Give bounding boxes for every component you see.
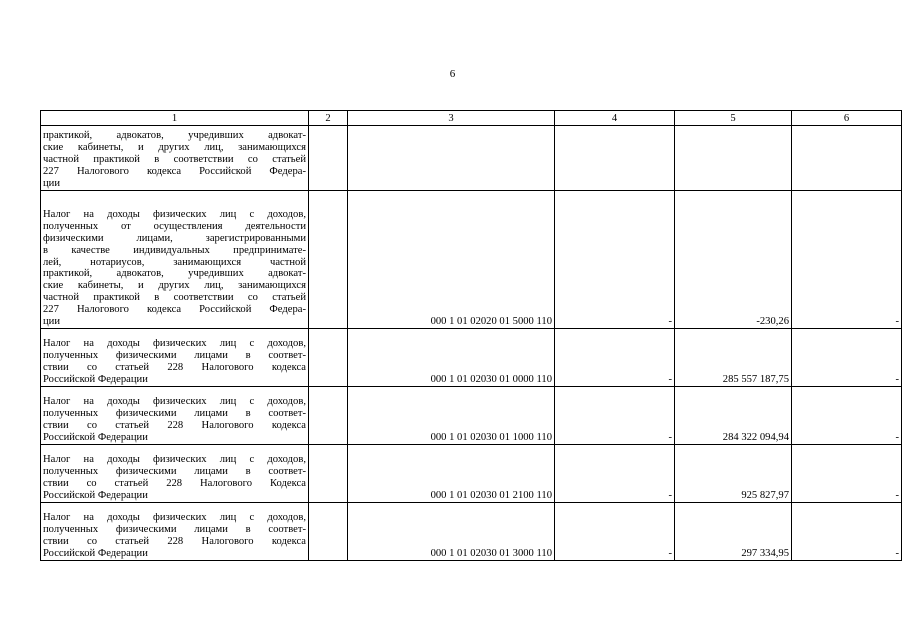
- cell-col-4: -: [555, 503, 675, 561]
- table-body: [41, 126, 902, 561]
- cell-description: [41, 329, 309, 387]
- cell-col-4: -: [555, 329, 675, 387]
- cell-amount: 925 827,97: [675, 445, 792, 503]
- description-line: лей, нотариусов, занимающихся частной: [43, 256, 306, 268]
- header-col-3: 3: [348, 111, 555, 126]
- header-row: [41, 111, 902, 126]
- description-line: ские кабинеты, и других лиц, занимающихся: [43, 142, 306, 154]
- description-line: ствии со статьей 228 Налогового кодекса: [43, 420, 306, 432]
- description-line: полученных физическими лицами в соответ-: [43, 524, 306, 536]
- cell-col-6: -: [792, 445, 902, 503]
- cell-description: [41, 191, 309, 329]
- description-line: 227 Налогового кодекса Российской Федера-: [43, 304, 306, 316]
- description-line: ции: [43, 316, 61, 328]
- cell-col-2: [309, 387, 348, 445]
- description-line: ские кабинеты, и других лиц, занимающихся: [43, 280, 306, 292]
- cell-description: [41, 503, 309, 561]
- cell-budget-code: 000 1 01 02030 01 1000 110: [348, 387, 555, 445]
- cell-budget-code: 000 1 01 02030 01 3000 110: [348, 503, 555, 561]
- cell-col-6: [792, 126, 902, 191]
- description-line: ствии со статьей 228 Налогового Кодекса: [43, 478, 306, 490]
- cell-col-4: -: [555, 387, 675, 445]
- cell-col-6: -: [792, 191, 902, 329]
- cell-amount: [675, 126, 792, 191]
- table-header: [41, 111, 902, 126]
- report-table: [40, 110, 902, 561]
- description-line: Российской Федерации: [43, 548, 148, 560]
- cell-col-6: -: [792, 329, 902, 387]
- cell-budget-code: 000 1 01 02020 01 5000 110: [348, 191, 555, 329]
- cell-description: [41, 387, 309, 445]
- description-line: ствии со статьей 228 Налогового кодекса: [43, 536, 306, 548]
- header-col-5: 5: [675, 111, 792, 126]
- cell-amount: 297 334,95: [675, 503, 792, 561]
- description-line: Налог на доходы физических лиц с доходов,: [43, 512, 306, 524]
- cell-budget-code: 000 1 01 02030 01 2100 110: [348, 445, 555, 503]
- table-row: [41, 329, 902, 387]
- description-line: Российской Федерации: [43, 432, 148, 444]
- description-line: Российской Федерации: [43, 374, 148, 386]
- header-col-6: 6: [792, 111, 902, 126]
- header-col-4: 4: [555, 111, 675, 126]
- table-row: [41, 445, 902, 503]
- description-line: Российской Федерации: [43, 490, 148, 502]
- cell-col-6: -: [792, 387, 902, 445]
- description-line: ствии со статьей 228 Налогового кодекса: [43, 362, 306, 374]
- table-row: [41, 191, 902, 329]
- table-row: [41, 503, 902, 561]
- cell-col-2: [309, 329, 348, 387]
- description-line: частной практикой в соответствии со статьей: [43, 292, 306, 304]
- cell-budget-code: [348, 126, 555, 191]
- description-line: Налог на доходы физических лиц с доходов,: [43, 338, 306, 350]
- description-line: Налог на доходы физических лиц с доходов,: [43, 208, 306, 220]
- table-row: [41, 387, 902, 445]
- header-col-2: 2: [309, 111, 348, 126]
- cell-col-2: [309, 126, 348, 191]
- description-line: физическими лицами, зарегистрированными: [43, 232, 306, 244]
- cell-col-4: [555, 126, 675, 191]
- page-number: 6: [449, 68, 456, 80]
- table-row: [41, 126, 902, 191]
- description-line: практикой, адвокатов, учредивших адвокат-: [43, 268, 306, 280]
- cell-col-2: [309, 191, 348, 329]
- description-line: полученных физическими лицами в соответ-: [43, 408, 306, 420]
- description-line: полученных от осуществления деятельности: [43, 220, 306, 232]
- description-line: ции: [43, 178, 61, 190]
- cell-col-4: -: [555, 191, 675, 329]
- description-line: 227 Налогового кодекса Российской Федера-: [43, 166, 306, 178]
- cell-col-6: -: [792, 503, 902, 561]
- description-line: Налог на доходы физических лиц с доходов,: [43, 454, 306, 466]
- description-line: Налог на доходы физических лиц с доходов,: [43, 396, 306, 408]
- description-line: практикой, адвокатов, учредивших адвокат-: [43, 130, 306, 142]
- cell-col-2: [309, 503, 348, 561]
- description-line: полученных физическими лицами в соответ-: [43, 350, 306, 362]
- cell-description: [41, 445, 309, 503]
- header-col-1: 1: [41, 111, 309, 126]
- cell-amount: 284 322 094,94: [675, 387, 792, 445]
- description-line: частной практикой в соответствии со статьей: [43, 154, 306, 166]
- cell-budget-code: 000 1 01 02030 01 0000 110: [348, 329, 555, 387]
- description-line: полученных физическими лицами в соответ-: [43, 466, 306, 478]
- cell-amount: 285 557 187,75: [675, 329, 792, 387]
- cell-col-2: [309, 445, 348, 503]
- cell-col-4: -: [555, 445, 675, 503]
- cell-amount: -230,26: [675, 191, 792, 329]
- description-line: в качестве индивидуальных предпринимате-: [43, 244, 306, 256]
- cell-description: [41, 126, 309, 191]
